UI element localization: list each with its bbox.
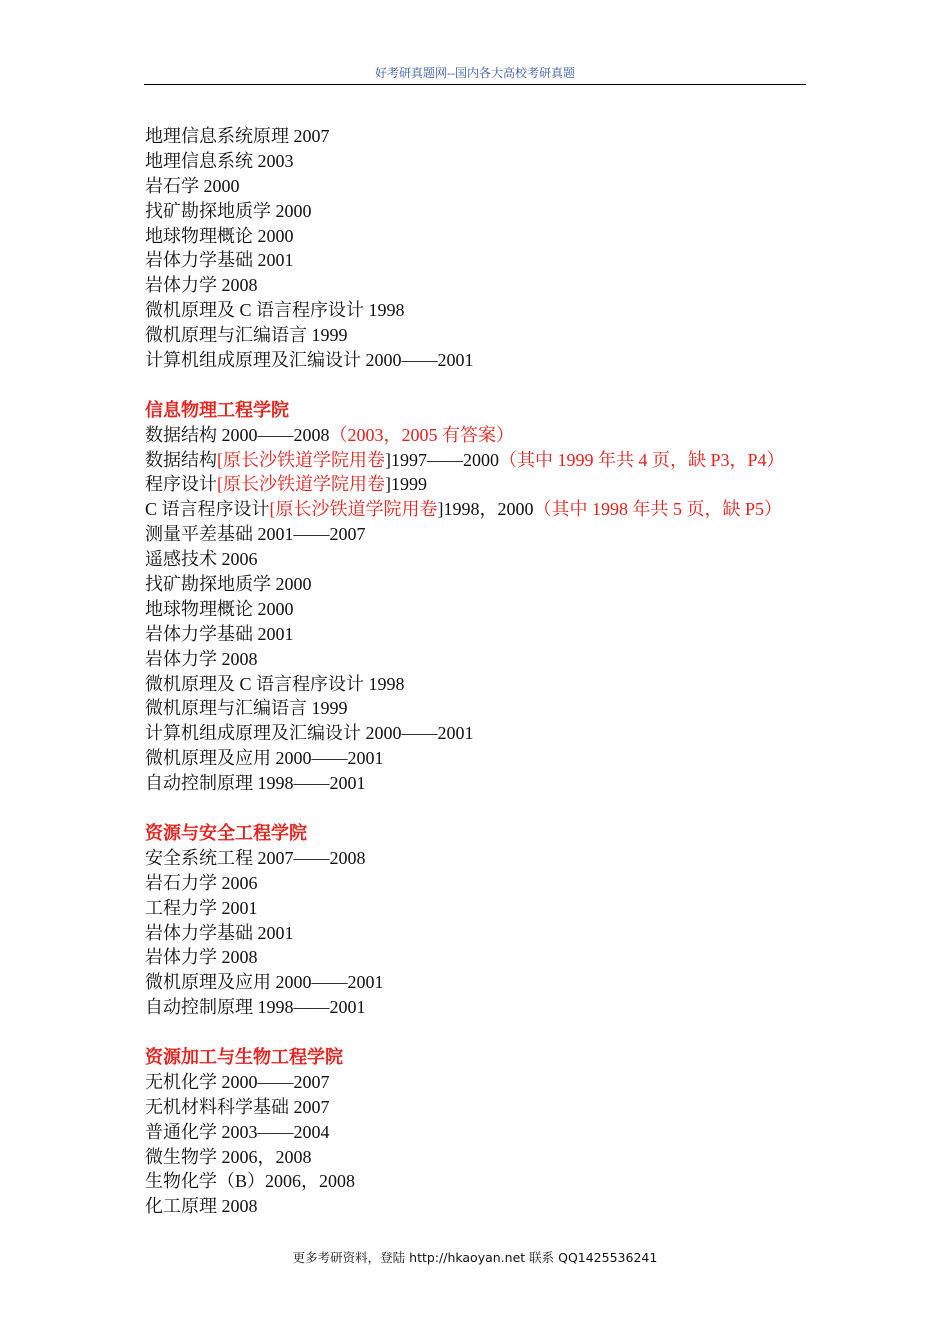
list-item: 地理信息系统原理 2007 xyxy=(145,126,330,146)
list-item xyxy=(145,497,825,522)
list-item: 测量平差基础 2001——2007 xyxy=(145,524,366,545)
page-header: 好考研真题网--国内各大高校考研真题 xyxy=(375,66,575,80)
list-item: 岩体力学 2008 xyxy=(145,275,258,296)
list-item: 无机化学 2000——2007 xyxy=(145,1071,330,1092)
item-source: [原长沙铁道学院用卷 xyxy=(217,449,385,470)
list-item: 微机原理及 C 语言程序设计 1998 xyxy=(145,300,405,321)
page-content xyxy=(145,124,825,1219)
list-item: 普通化学 2003——2004 xyxy=(145,1121,330,1142)
list-item: 工程力学 2001 xyxy=(145,897,258,918)
list-item: 找矿勘探地质学 2000 xyxy=(145,200,312,221)
list-item: 岩体力学基础 2001 xyxy=(145,250,294,271)
list-item: 岩石学 2000 xyxy=(145,175,240,196)
section-title-info-physics: 信息物理工程学院 xyxy=(145,399,289,420)
item-years: ]1999 xyxy=(385,474,427,495)
item-years: ]1997——2000 xyxy=(385,449,499,470)
item-years: ]1998，2000 xyxy=(437,499,534,520)
list-item: 岩体力学基础 2001 xyxy=(145,623,294,644)
item-note: （2003，2005 有答案） xyxy=(329,424,514,445)
item-source: [原长沙铁道学院用卷 xyxy=(269,499,438,520)
item-note: （其中 1999 年共 4 页，缺 P3，P4） xyxy=(499,449,785,470)
list-item: 岩体力学基础 2001 xyxy=(145,922,294,943)
list-item: 化工原理 2008 xyxy=(145,1196,258,1217)
header-divider xyxy=(144,84,806,85)
item-text: C 语言程序设计 xyxy=(145,499,270,520)
list-item: 自动控制原理 1998——2001 xyxy=(145,997,366,1018)
spacer xyxy=(145,1020,825,1045)
list-item: 微生物学 2006，2008 xyxy=(145,1146,312,1167)
list-item: 无机材料科学基础 2007 xyxy=(145,1096,330,1117)
item-source: [原长沙铁道学院用卷 xyxy=(217,474,385,495)
list-item: 自动控制原理 1998——2001 xyxy=(145,773,366,794)
list-item: 微机原理与汇编语言 1999 xyxy=(145,325,348,346)
section-title-resources-safety: 资源与安全工程学院 xyxy=(145,822,307,843)
list-item: 计算机组成原理及汇编设计 2000——2001 xyxy=(145,350,474,371)
list-item: 地理信息系统 2003 xyxy=(145,150,294,171)
list-item: 计算机组成原理及汇编设计 2000——2001 xyxy=(145,723,474,744)
spacer xyxy=(145,796,825,821)
item-text: 程序设计 xyxy=(145,474,217,495)
list-item: 找矿勘探地质学 2000 xyxy=(145,574,312,595)
list-item: 生物化学（B）2006，2008 xyxy=(145,1171,356,1192)
list-item xyxy=(145,448,825,473)
list-item: 遥感技术 2006 xyxy=(145,549,258,570)
item-text: 数据结构 2000——2008 xyxy=(145,424,330,445)
list-item: 安全系统工程 2007——2008 xyxy=(145,847,366,868)
list-item: 微机原理及应用 2000——2001 xyxy=(145,972,384,993)
list-item xyxy=(145,472,825,497)
list-item: 微机原理及应用 2000——2001 xyxy=(145,748,384,769)
list-item: 岩体力学 2008 xyxy=(145,947,258,968)
list-item: 微机原理与汇编语言 1999 xyxy=(145,698,348,719)
item-note: （其中 1998 年共 5 页，缺 P5） xyxy=(533,499,783,520)
list-item: 微机原理及 C 语言程序设计 1998 xyxy=(145,673,405,694)
list-item: 岩石力学 2006 xyxy=(145,872,258,893)
spacer xyxy=(145,373,825,398)
section-title-resource-processing-bio: 资源加工与生物工程学院 xyxy=(145,1046,343,1067)
list-item: 岩体力学 2008 xyxy=(145,648,258,669)
page-footer: 更多考研资料，登陆 http://hkaoyan.net 联系 QQ1425536241 xyxy=(292,1250,658,1265)
list-item: 地球物理概论 2000 xyxy=(145,225,294,246)
item-text: 数据结构 xyxy=(145,449,217,470)
list-item xyxy=(145,423,825,448)
list-item: 地球物理概论 2000 xyxy=(145,598,294,619)
